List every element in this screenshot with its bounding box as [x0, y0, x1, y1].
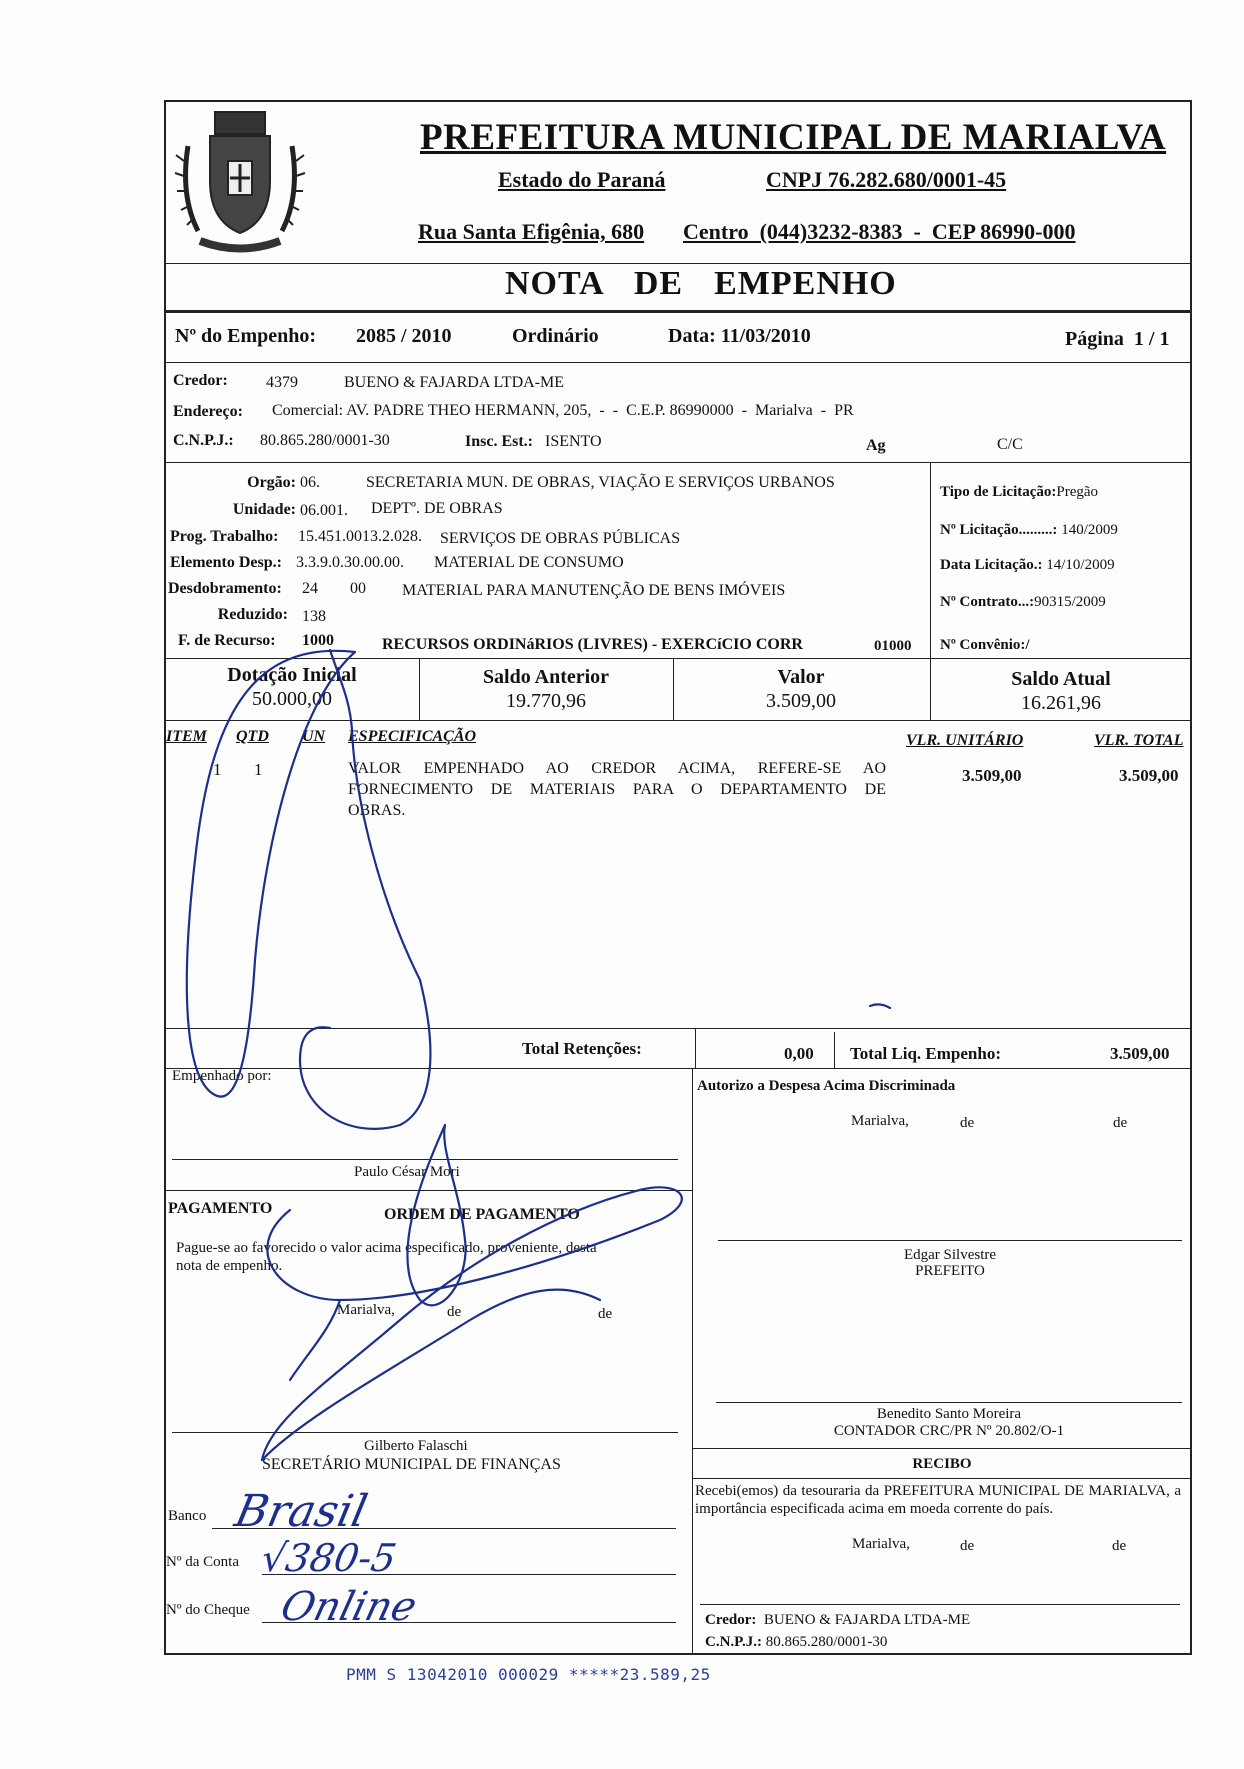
recibo-credor: Credor: BUENO & FAJARDA LTDA-ME	[705, 1612, 971, 1628]
recurso-label: F. de Recurso:	[178, 632, 276, 649]
item-vlr-unitario: 3.509,00	[962, 766, 1022, 785]
tipo-licitacao: Tipo de Licitação:Pregão	[940, 484, 1099, 500]
liquido-value: 3.509,00	[1110, 1044, 1170, 1063]
conta-handwritten: √380-5	[258, 1536, 400, 1580]
cnpj-credor: 80.865.280/0001-30	[260, 432, 390, 449]
recibo-title: RECIBO	[912, 1456, 972, 1472]
elem-label: Elemento Desp.:	[170, 554, 282, 571]
desd-sub: 00	[350, 580, 366, 597]
pagamento-title: PAGAMENTO	[168, 1200, 273, 1217]
orgao-code: 06.	[300, 474, 320, 491]
empenho-number-label: Nº do Empenho:	[175, 325, 317, 347]
ag-label: Ag	[866, 437, 886, 454]
credor-name: BUENO & FAJARDA LTDA-ME	[344, 374, 565, 391]
machine-stamp: PMM S 13042010 000029 *****23.589,25	[346, 1665, 711, 1684]
prefeito-cargo: PREFEITO	[915, 1263, 985, 1279]
district-phone-cep: Centro (044)3232-8383 - CEP 86990-000	[683, 219, 1076, 244]
valor-value: 3.509,00	[766, 690, 836, 712]
col-vlr-unitario: VLR. UNITÁRIO	[906, 732, 1024, 749]
cheque-label: Nº do Cheque	[166, 1602, 250, 1618]
ink-oval-left	[187, 651, 355, 1097]
autorizo-local: Marialva,	[851, 1113, 909, 1129]
item-vlr-total: 3.509,00	[1119, 766, 1179, 785]
recibo-text: Recebi(emos) da tesouraria da PREFEITURA MUNICIPAL DE MARIALVA, a importância especificada acima em moeda corrente do país.	[695, 1483, 1181, 1517]
prog-desc: SERVIÇOS DE OBRAS PÚBLICAS	[440, 530, 681, 547]
item-qtd: 1	[254, 760, 263, 779]
orgao-desc: SECRETARIA MUN. DE OBRAS, VIAÇÃO E SERVIÇOS URBANOS	[366, 474, 835, 491]
col-un: UN	[302, 728, 326, 745]
recibo-local: Marialva,	[852, 1536, 910, 1552]
reduzido-value: 138	[302, 608, 326, 625]
empenhado-nome: Paulo César Mori	[354, 1164, 460, 1180]
ink-flourish-right	[262, 1187, 682, 1460]
ink-flourish-tail	[262, 1290, 600, 1460]
item-spec-line3: OBRAS.	[348, 802, 406, 819]
prefeito-nome: Edgar Silvestre	[903, 1247, 997, 1263]
banco-label: Banco	[168, 1508, 207, 1524]
endereco: Comercial: AV. PADRE THEO HERMANN, 205, - - C.E.P. 86990000 - Marialva - PR	[272, 402, 854, 419]
convenio: Nº Convênio:/	[940, 637, 1030, 653]
empenho-date: Data: 11/03/2010	[668, 325, 811, 347]
desd-label: Desdobramento:	[168, 580, 282, 597]
empenho-number: 2085 / 2010	[356, 325, 452, 347]
secretario-nome: Gilberto Falaschi	[364, 1438, 468, 1454]
dotacao-value: 50.000,00	[252, 688, 332, 710]
unidade-desc: DEPTº. DE OBRAS	[371, 500, 503, 517]
saldo-anterior-label: Saldo Anterior	[482, 666, 610, 688]
ink-loop-upper	[300, 730, 430, 1129]
pagamento-de-1: de	[447, 1304, 462, 1320]
empenho-type: Ordinário	[512, 325, 599, 347]
ordem-pagamento: ORDEM DE PAGAMENTO	[384, 1206, 580, 1223]
page-title: PREFEITURA MUNICIPAL DE MARIALVA	[420, 117, 1167, 158]
credor-code: 4379	[266, 374, 298, 391]
retencoes-value: 0,00	[784, 1044, 814, 1063]
cc-label: C/C	[997, 436, 1023, 453]
insc-label: Insc. Est.:	[465, 433, 534, 450]
credor-label: Credor:	[173, 372, 228, 389]
ink-connector	[330, 650, 352, 730]
num-licitacao: Nº Licitação.........: 140/2009	[940, 522, 1118, 538]
cnpj-label: CNPJ 76.282.680/0001-45	[766, 167, 1007, 192]
orgao-label: Orgão:	[247, 474, 296, 491]
unidade-code: 06.001.	[300, 502, 348, 519]
secretario-cargo: SECRETÁRIO MUNICIPAL DE FINANÇAS	[262, 1456, 561, 1473]
prog-code: 15.451.0013.2.028.	[298, 528, 422, 545]
saldo-atual-value: 16.261,96	[1021, 692, 1101, 714]
ink-stroke-extra	[290, 1300, 340, 1380]
insc-value: ISENTO	[545, 433, 602, 450]
data-licitacao: Data Licitação.: 14/10/2009	[940, 557, 1115, 573]
contador-nome: Benedito Santo Moreira	[876, 1406, 1022, 1422]
desd-desc: MATERIAL PARA MANUTENÇÃO DE BENS IMÓVEIS	[402, 582, 786, 599]
elem-code: 3.3.9.0.30.00.00.	[296, 554, 404, 571]
desd-code: 24	[302, 580, 318, 597]
col-qtd: QTD	[236, 728, 269, 745]
liquido-label: Total Liq. Empenho:	[850, 1044, 1001, 1063]
doc-title: NOTA DE EMPENHO	[505, 265, 897, 302]
retencoes-label: Total Retenções:	[522, 1039, 642, 1058]
recibo-cnpj: C.N.P.J.: 80.865.280/0001-30	[705, 1634, 888, 1650]
saldo-anterior-value: 19.770,96	[506, 690, 586, 712]
autorizo-de-1: de	[960, 1115, 975, 1131]
endereco-label: Endereço:	[173, 403, 243, 420]
col-especificacao: ESPECIFICAÇÃO	[348, 728, 477, 745]
cnpj-credor-label: C.N.P.J.:	[173, 432, 234, 449]
elem-desc: MATERIAL DE CONSUMO	[434, 554, 624, 571]
recurso-code: 1000	[302, 632, 334, 649]
banco-handwritten: Brasil	[230, 1486, 372, 1537]
recibo-de-1: de	[960, 1538, 975, 1554]
pagamento-local: Marialva,	[337, 1302, 395, 1318]
pagamento-text-1: Pague-se ao favorecido o valor acima especificado, proveniente, desta	[176, 1240, 597, 1256]
recibo-de-2: de	[1112, 1538, 1127, 1554]
ink-loop-mid	[407, 1125, 465, 1305]
reduzido-label: Reduzido:	[217, 606, 288, 623]
saldo-atual-label: Saldo Atual	[1011, 668, 1111, 690]
item-spec-line2: FORNECIMENTO DE MATERIAIS PARA O DEPARTAMENTO DE	[348, 781, 886, 798]
dotacao-label: Dotação Inicial	[227, 664, 357, 686]
street-label: Rua Santa Efigênia, 680	[418, 219, 645, 244]
prog-label: Prog. Trabalho:	[170, 528, 279, 545]
contador-cargo: CONTADOR CRC/PR Nº 20.802/O-1	[833, 1423, 1065, 1439]
pagamento-text-2: nota de empenho.	[176, 1258, 283, 1274]
state-label: Estado do Paraná	[498, 167, 666, 192]
recurso-desc: RECURSOS ORDINáRIOS (LIVRES) - EXERCíCIO CORR	[382, 636, 803, 653]
valor-label: Valor	[777, 666, 825, 688]
cheque-handwritten: Online	[276, 1584, 422, 1630]
col-item: ITEM	[166, 728, 207, 745]
recurso-num: 01000	[874, 638, 912, 654]
item-number: 1	[213, 760, 222, 779]
contrato: Nº Contrato...:90315/2009	[940, 594, 1106, 610]
item-spec-line1: VALOR EMPENHADO AO CREDOR ACIMA, REFERE-SE AO	[348, 760, 886, 777]
page-number: Página 1 / 1	[1065, 328, 1170, 350]
unidade-label: Unidade:	[232, 501, 296, 518]
empenhado-label: Empenhado por:	[172, 1068, 272, 1084]
col-vlr-total: VLR. TOTAL	[1094, 732, 1184, 749]
pagamento-de-2: de	[598, 1306, 613, 1322]
ink-tick	[870, 1004, 890, 1008]
autorizo-label: Autorizo a Despesa Acima Discriminada	[697, 1078, 956, 1094]
autorizo-de-2: de	[1113, 1115, 1128, 1131]
conta-label: Nº da Conta	[166, 1554, 239, 1570]
